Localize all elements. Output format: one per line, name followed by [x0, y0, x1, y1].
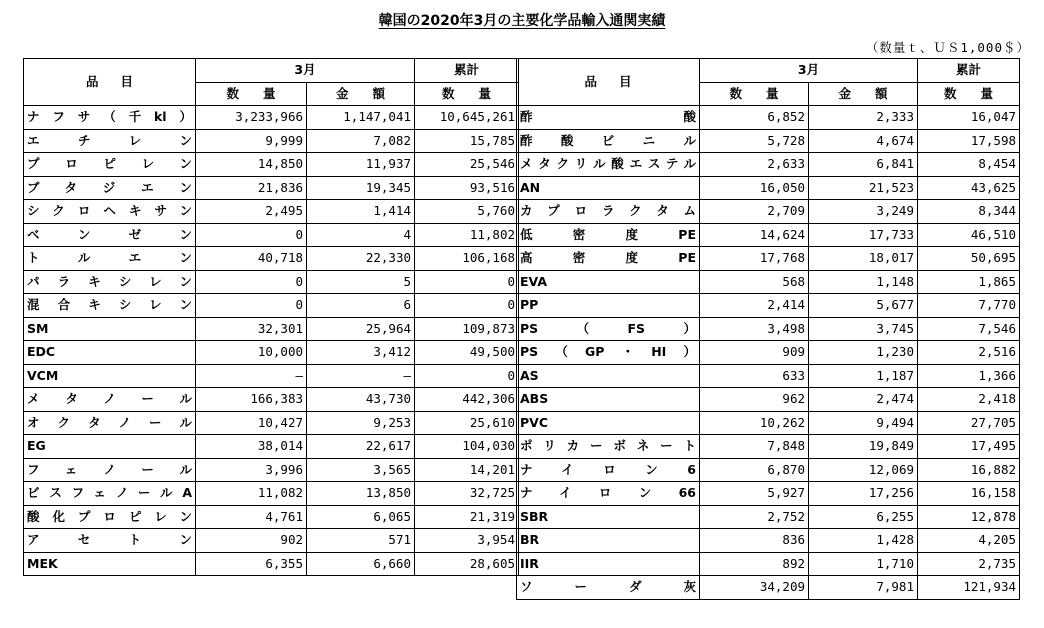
cumulative-cell: 7,770	[918, 294, 1020, 318]
quantity-cell: 10,000	[196, 341, 307, 365]
cumulative-cell: 25,546	[415, 153, 519, 177]
item-name-cell: カプロラクタム	[517, 200, 700, 224]
table-row	[24, 505, 519, 529]
quantity-cell: 14,624	[700, 223, 809, 247]
table-row	[517, 294, 1020, 318]
item-name-cell: プロピレン	[24, 153, 196, 177]
amount-cell: 13,850	[307, 482, 415, 506]
table-row	[24, 552, 519, 576]
quantity-cell: 16,050	[700, 176, 809, 200]
cumulative-cell: 28,605	[415, 552, 519, 576]
cumulative-cell: 0	[415, 270, 519, 294]
amount-cell: 21,523	[809, 176, 918, 200]
left-import-table	[23, 58, 519, 576]
quantity-cell: —	[196, 364, 307, 388]
amount-cell: 11,937	[307, 153, 415, 177]
right-import-table	[516, 58, 1020, 600]
table-row	[517, 388, 1020, 412]
table-row	[517, 576, 1020, 600]
table-row	[24, 482, 519, 506]
amount-cell: 2,333	[809, 106, 918, 130]
amount-cell: 1,187	[809, 364, 918, 388]
quantity-cell: 0	[196, 223, 307, 247]
table-row	[517, 552, 1020, 576]
item-name-cell: EVA	[517, 270, 700, 294]
cumulative-cell: 106,168	[415, 247, 519, 271]
amount-cell: 4	[307, 223, 415, 247]
quantity-cell: 6,355	[196, 552, 307, 576]
quantity-cell: 6,852	[700, 106, 809, 130]
item-name-cell: ソーダ灰	[517, 576, 700, 600]
item-name-cell: PVC	[517, 411, 700, 435]
cumulative-cell: 16,882	[918, 458, 1020, 482]
amount-cell: 3,412	[307, 341, 415, 365]
cumulative-header: 累計	[918, 59, 1020, 83]
cumulative-cell: 46,510	[918, 223, 1020, 247]
table-row	[517, 411, 1020, 435]
amount-cell: 25,964	[307, 317, 415, 341]
amount-cell: 6,841	[809, 153, 918, 177]
table-row	[517, 106, 1020, 130]
quantity-cell: 4,761	[196, 505, 307, 529]
cumulative-cell: 21,319	[415, 505, 519, 529]
amount-cell: 571	[307, 529, 415, 553]
item-name-cell: EDC	[24, 341, 196, 365]
month-header: 3月	[196, 59, 415, 83]
table-row	[517, 153, 1020, 177]
quantity-cell: 2,414	[700, 294, 809, 318]
cumulative-quantity-header: 数量	[415, 82, 519, 106]
amount-cell: 4,674	[809, 129, 918, 153]
cumulative-cell: 17,598	[918, 129, 1020, 153]
amount-cell: 5	[307, 270, 415, 294]
amount-cell: 18,017	[809, 247, 918, 271]
cumulative-cell: 121,934	[918, 576, 1020, 600]
amount-cell: 22,617	[307, 435, 415, 459]
item-name-cell: MEK	[24, 552, 196, 576]
cumulative-cell: 50,695	[918, 247, 1020, 271]
table-row	[24, 529, 519, 553]
amount-cell: 2,474	[809, 388, 918, 412]
item-name-cell: ポリカーボネート	[517, 435, 700, 459]
item-name-cell: 高密度PE	[517, 247, 700, 271]
cumulative-cell: 2,735	[918, 552, 1020, 576]
item-name-cell: シクロヘキサン	[24, 200, 196, 224]
item-name-cell: 低密度PE	[517, 223, 700, 247]
amount-cell: 1,230	[809, 341, 918, 365]
table-row	[24, 247, 519, 271]
item-name-cell: 酢酸ビニル	[517, 129, 700, 153]
item-name-cell: 酢酸	[517, 106, 700, 130]
table-row	[517, 482, 1020, 506]
quantity-cell: 14,850	[196, 153, 307, 177]
item-name-cell: フェノール	[24, 458, 196, 482]
cumulative-cell: 32,725	[415, 482, 519, 506]
amount-cell: 3,745	[809, 317, 918, 341]
item-name-cell: PS（FS）	[517, 317, 700, 341]
table-row	[24, 317, 519, 341]
quantity-cell: 0	[196, 270, 307, 294]
cumulative-cell: 1,865	[918, 270, 1020, 294]
quantity-cell: 17,768	[700, 247, 809, 271]
quantity-cell: 21,836	[196, 176, 307, 200]
amount-cell: 6,065	[307, 505, 415, 529]
report-title: 韓国の2020年3月の主要化学品輸入通関実績	[378, 13, 666, 29]
item-name-cell: PS（GP・HI）	[517, 341, 700, 365]
item-header: 品目	[517, 59, 700, 106]
table-row	[24, 270, 519, 294]
cumulative-cell: 5,760	[415, 200, 519, 224]
cumulative-cell: 17,495	[918, 435, 1020, 459]
item-name-cell: 酸化プロピレン	[24, 505, 196, 529]
cumulative-cell: 15,785	[415, 129, 519, 153]
quantity-cell: 2,709	[700, 200, 809, 224]
cumulative-cell: 16,047	[918, 106, 1020, 130]
amount-cell: 19,345	[307, 176, 415, 200]
cumulative-cell: 27,705	[918, 411, 1020, 435]
quantity-cell: 32,301	[196, 317, 307, 341]
table-row	[517, 341, 1020, 365]
quantity-header: 数量	[196, 82, 307, 106]
item-name-cell: VCM	[24, 364, 196, 388]
cumulative-cell: 0	[415, 294, 519, 318]
cumulative-cell: 1,366	[918, 364, 1020, 388]
quantity-cell: 568	[700, 270, 809, 294]
cumulative-cell: 8,454	[918, 153, 1020, 177]
item-name-cell: ビスフェノールA	[24, 482, 196, 506]
cumulative-cell: 43,625	[918, 176, 1020, 200]
cumulative-cell: 8,344	[918, 200, 1020, 224]
table-row	[517, 458, 1020, 482]
amount-cell: 17,733	[809, 223, 918, 247]
quantity-cell: 7,848	[700, 435, 809, 459]
table-row	[517, 529, 1020, 553]
table-row	[517, 223, 1020, 247]
quantity-cell: 2,495	[196, 200, 307, 224]
item-name-cell: トルエン	[24, 247, 196, 271]
amount-cell: 6,255	[809, 505, 918, 529]
item-name-cell: ABS	[517, 388, 700, 412]
amount-cell: 7,981	[809, 576, 918, 600]
item-name-cell: EG	[24, 435, 196, 459]
cumulative-cell: 7,546	[918, 317, 1020, 341]
quantity-cell: 6,870	[700, 458, 809, 482]
quantity-header: 数量	[700, 82, 809, 106]
quantity-cell: 2,752	[700, 505, 809, 529]
item-name-cell: メタクリル酸エステル	[517, 153, 700, 177]
item-name-cell: AN	[517, 176, 700, 200]
quantity-cell: 9,999	[196, 129, 307, 153]
table-row	[24, 153, 519, 177]
quantity-cell: 836	[700, 529, 809, 553]
amount-cell: 1,710	[809, 552, 918, 576]
quantity-cell: 5,927	[700, 482, 809, 506]
cumulative-cell: 4,205	[918, 529, 1020, 553]
item-name-cell: エチレン	[24, 129, 196, 153]
table-row	[24, 458, 519, 482]
table-row	[517, 129, 1020, 153]
quantity-cell: 38,014	[196, 435, 307, 459]
table-row	[24, 341, 519, 365]
cumulative-cell: 49,500	[415, 341, 519, 365]
table-row	[517, 247, 1020, 271]
cumulative-header: 累計	[415, 59, 519, 83]
quantity-cell: 10,262	[700, 411, 809, 435]
amount-cell: 1,148	[809, 270, 918, 294]
table-row	[517, 270, 1020, 294]
item-name-cell: SM	[24, 317, 196, 341]
amount-cell: 19,849	[809, 435, 918, 459]
amount-cell: 22,330	[307, 247, 415, 271]
amount-cell: 3,249	[809, 200, 918, 224]
table-row	[24, 106, 519, 130]
table-row	[517, 200, 1020, 224]
table-row	[24, 411, 519, 435]
quantity-cell: 962	[700, 388, 809, 412]
quantity-cell: 10,427	[196, 411, 307, 435]
quantity-cell: 40,718	[196, 247, 307, 271]
item-name-cell: ブタジエン	[24, 176, 196, 200]
item-name-cell: ナイロン66	[517, 482, 700, 506]
item-name-cell: 混合キシレン	[24, 294, 196, 318]
amount-cell: 43,730	[307, 388, 415, 412]
item-name-cell: パラキシレン	[24, 270, 196, 294]
quantity-cell: 166,383	[196, 388, 307, 412]
table-row	[24, 176, 519, 200]
quantity-cell: 633	[700, 364, 809, 388]
item-name-cell: PP	[517, 294, 700, 318]
table-row	[517, 435, 1020, 459]
amount-cell: 3,565	[307, 458, 415, 482]
quantity-cell: 5,728	[700, 129, 809, 153]
cumulative-cell: 93,516	[415, 176, 519, 200]
table-row	[24, 364, 519, 388]
amount-cell: 1,147,041	[307, 106, 415, 130]
item-name-cell: ベンゼン	[24, 223, 196, 247]
item-header: 品目	[24, 59, 196, 106]
cumulative-cell: 2,516	[918, 341, 1020, 365]
item-name-cell: オクタノール	[24, 411, 196, 435]
amount-header: 金額	[307, 82, 415, 106]
quantity-cell: 2,633	[700, 153, 809, 177]
quantity-cell: 902	[196, 529, 307, 553]
unit-note: （数量ｔ、ＵＳ1,000＄）	[865, 40, 1030, 55]
table-row	[24, 200, 519, 224]
table-row	[24, 129, 519, 153]
table-row	[24, 388, 519, 412]
quantity-cell: 11,082	[196, 482, 307, 506]
amount-cell: 6	[307, 294, 415, 318]
cumulative-cell: 3,954	[415, 529, 519, 553]
amount-cell: 1,428	[809, 529, 918, 553]
item-name-cell: AS	[517, 364, 700, 388]
quantity-cell: 34,209	[700, 576, 809, 600]
amount-cell: 12,069	[809, 458, 918, 482]
table-row	[24, 223, 519, 247]
amount-cell: 5,677	[809, 294, 918, 318]
cumulative-cell: 25,610	[415, 411, 519, 435]
month-header: 3月	[700, 59, 918, 83]
item-name-cell: アセトン	[24, 529, 196, 553]
amount-cell: —	[307, 364, 415, 388]
table-row	[517, 505, 1020, 529]
item-name-cell: BR	[517, 529, 700, 553]
item-name-cell: ナフサ（千kl）	[24, 106, 196, 130]
quantity-cell: 3,233,966	[196, 106, 307, 130]
quantity-cell: 892	[700, 552, 809, 576]
cumulative-cell: 10,645,261	[415, 106, 519, 130]
amount-cell: 7,082	[307, 129, 415, 153]
table-row	[24, 294, 519, 318]
item-name-cell: メタノール	[24, 388, 196, 412]
quantity-cell: 3,498	[700, 317, 809, 341]
cumulative-cell: 2,418	[918, 388, 1020, 412]
cumulative-cell: 14,201	[415, 458, 519, 482]
cumulative-cell: 0	[415, 364, 519, 388]
quantity-cell: 0	[196, 294, 307, 318]
item-name-cell: ナイロン6	[517, 458, 700, 482]
quantity-cell: 3,996	[196, 458, 307, 482]
amount-cell: 9,253	[307, 411, 415, 435]
table-row	[517, 364, 1020, 388]
amount-header: 金額	[809, 82, 918, 106]
cumulative-cell: 12,878	[918, 505, 1020, 529]
item-name-cell: SBR	[517, 505, 700, 529]
amount-cell: 17,256	[809, 482, 918, 506]
quantity-cell: 909	[700, 341, 809, 365]
table-row	[517, 317, 1020, 341]
amount-cell: 1,414	[307, 200, 415, 224]
amount-cell: 6,660	[307, 552, 415, 576]
cumulative-cell: 104,030	[415, 435, 519, 459]
cumulative-cell: 16,158	[918, 482, 1020, 506]
table-row	[517, 176, 1020, 200]
cumulative-cell: 109,873	[415, 317, 519, 341]
table-row	[24, 435, 519, 459]
cumulative-quantity-header: 数量	[918, 82, 1020, 106]
item-name-cell: IIR	[517, 552, 700, 576]
amount-cell: 9,494	[809, 411, 918, 435]
cumulative-cell: 11,802	[415, 223, 519, 247]
cumulative-cell: 442,306	[415, 388, 519, 412]
